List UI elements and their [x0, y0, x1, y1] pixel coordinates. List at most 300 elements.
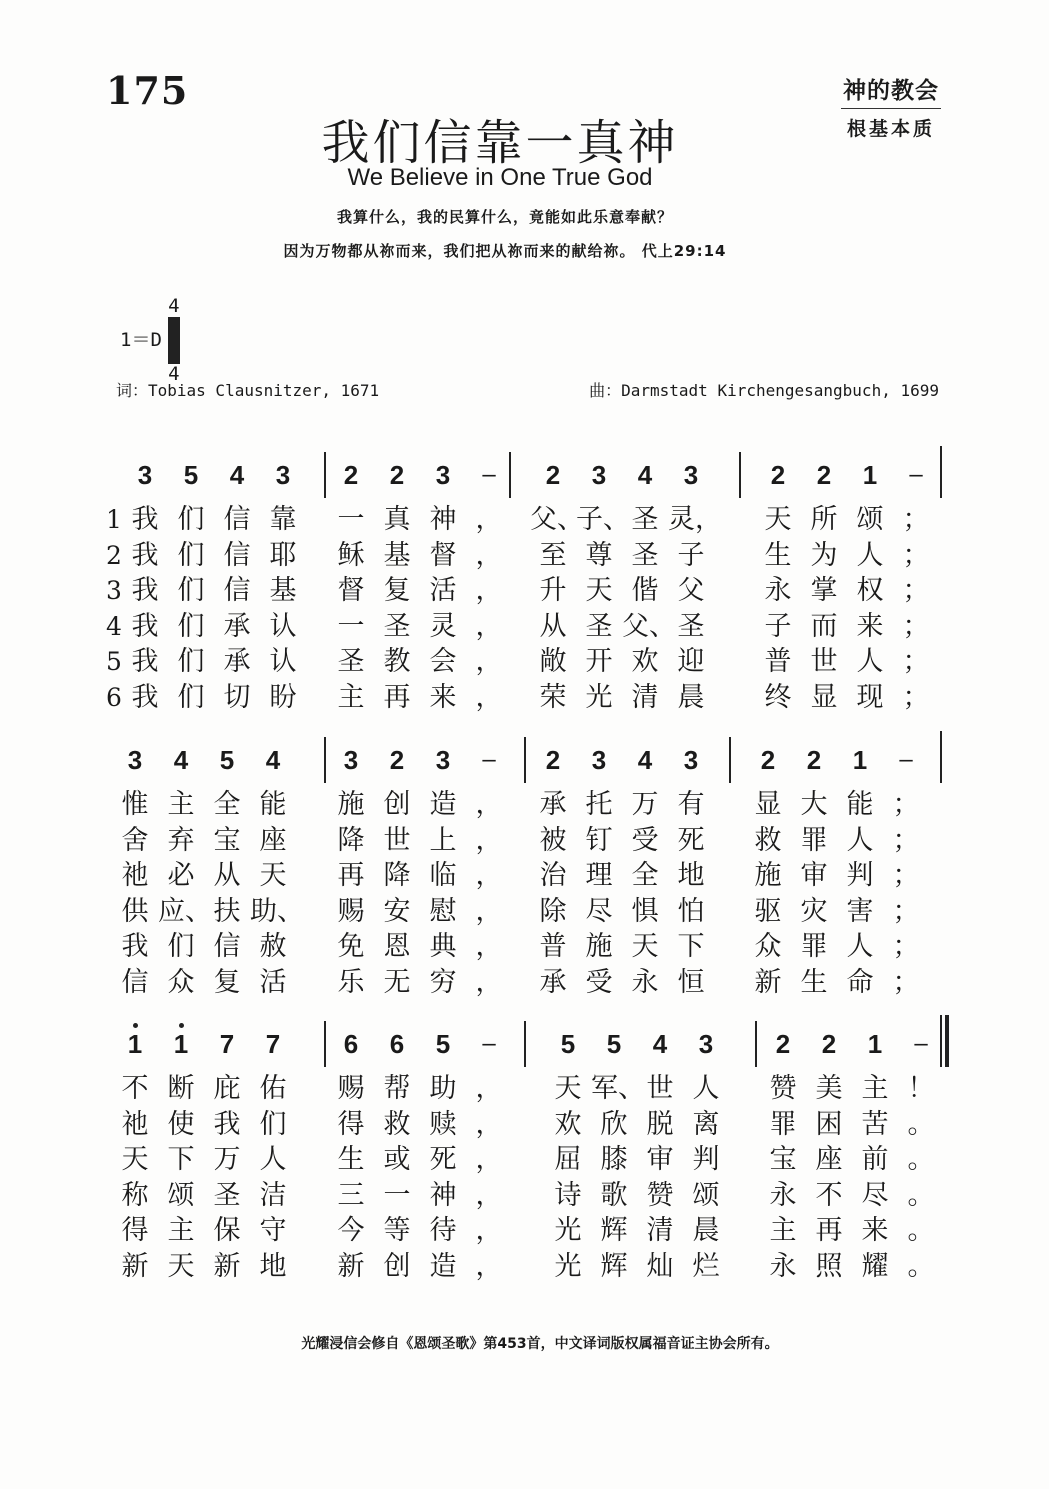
lyric-char: 颂 — [167, 1179, 195, 1211]
composer-credit: 曲：Darmstadt Kirchengesangbuch, 1699 — [589, 381, 939, 400]
lyric-char: 施 — [754, 860, 782, 891]
lyric-char: ； — [902, 646, 930, 677]
lyric-char: ， — [475, 504, 503, 535]
note: 5 — [219, 745, 235, 775]
lyric-char: 宝 — [769, 1144, 797, 1175]
lyric-char: 扶 — [213, 895, 241, 927]
lyric-char: 盼 — [269, 681, 297, 713]
lyric-char: 主 — [167, 1215, 195, 1246]
lyric-char: 世 — [810, 646, 838, 677]
lyric-char: 降 — [337, 824, 365, 856]
lyric-char: 为 — [810, 539, 838, 571]
hymn-title-en: We Believe in One True God — [347, 164, 653, 191]
lyric-char: ； — [892, 824, 920, 856]
lyric-char: 能 — [259, 789, 287, 820]
note: 6 — [389, 1029, 405, 1059]
lyric-char: 开 — [585, 646, 613, 677]
note: 4 — [265, 745, 281, 775]
lyric-char: 耀 — [861, 1250, 889, 1282]
lyric-char: 供 — [121, 895, 149, 927]
lyric-char: 降 — [383, 860, 411, 891]
note: 3 — [275, 460, 291, 490]
lyric-char: 必 — [167, 860, 195, 891]
sustain-dash: – — [482, 1030, 496, 1057]
lyric-char: 等 — [383, 1215, 411, 1246]
lyric-char: 我 — [131, 575, 159, 606]
lyric-char: 今 — [337, 1215, 365, 1246]
bar-line — [509, 452, 511, 498]
lyric-char: 光 — [554, 1250, 582, 1282]
lyric-char: 我 — [213, 1108, 241, 1140]
lyric-char: 从 — [539, 610, 567, 642]
lyric-char: 全 — [631, 860, 659, 891]
lyric-char: 托 — [585, 789, 613, 820]
lyric-char: 圣 — [383, 610, 411, 642]
lyric-char: 赦 — [259, 931, 287, 962]
lyric-char: 督 — [337, 575, 365, 606]
lyric-char: 稣 — [337, 539, 365, 571]
lyric-char: 得 — [121, 1215, 149, 1246]
lyric-char: 新 — [121, 1250, 149, 1282]
lyric-char: 们 — [259, 1108, 287, 1140]
note: 3 — [683, 460, 699, 490]
lyric-char: 复 — [383, 575, 411, 606]
lyric-char: 信 — [223, 504, 251, 535]
bar-line — [524, 1021, 526, 1067]
lyric-char: ； — [892, 860, 920, 891]
lyric-char: 生 — [337, 1144, 365, 1175]
lyric-char: 永 — [769, 1250, 797, 1282]
lyric-char: 新 — [337, 1250, 365, 1282]
lyric-char: 待 — [429, 1215, 457, 1246]
lyric-char: 怕 — [677, 895, 705, 927]
note: 3 — [591, 460, 607, 490]
lyric-char: 认 — [269, 646, 297, 677]
lyric-char: 我 — [121, 931, 149, 962]
key-signature — [120, 296, 180, 385]
lyric-char: 诗 — [554, 1179, 582, 1211]
lyric-char: 父 — [677, 575, 705, 606]
lyric-char: 死 — [677, 824, 705, 856]
lyric-char: 偕 — [631, 575, 659, 606]
time-top: 4 — [168, 295, 180, 317]
lyric-char: 创 — [383, 1250, 411, 1282]
lyric-char: 主 — [769, 1215, 797, 1246]
note: 2 — [775, 1029, 791, 1059]
lyric-char: 得 — [337, 1108, 365, 1140]
lyric-char: 歌 — [600, 1179, 628, 1211]
lyric-char: 断 — [167, 1073, 195, 1104]
lyric-char: 一 — [337, 610, 365, 642]
lyric-char: 们 — [177, 539, 205, 571]
octave-dot — [133, 1023, 138, 1028]
lyric-char: 新 — [754, 966, 782, 998]
lyric-char: 辉 — [600, 1215, 628, 1246]
lyric-char: 乐 — [337, 966, 365, 998]
lyric-char: ， — [475, 1215, 503, 1246]
lyric-char: 恒 — [677, 966, 705, 998]
category-line1: 神的教会 — [841, 72, 941, 109]
lyric-char: 来 — [429, 681, 457, 713]
lyric-char: 罪 — [769, 1108, 797, 1140]
lyric-char: 灿 — [646, 1250, 674, 1282]
scripture-line-1: 我算什么，我的民算什么，竟能如此乐意奉献？ — [336, 208, 673, 226]
note: 1 — [862, 460, 878, 490]
lyric-char: 灾 — [800, 895, 828, 927]
lyric-char: 屈 — [554, 1144, 582, 1175]
lyric-char: 驱 — [754, 895, 782, 927]
hymn-number: 175 — [106, 68, 189, 113]
note: 3 — [683, 745, 699, 775]
lyric-char: 圣 — [631, 504, 659, 535]
bar-line — [940, 1015, 942, 1067]
note: 2 — [389, 745, 405, 775]
lyric-char: 主 — [861, 1073, 889, 1104]
lyric-char: 教 — [383, 646, 411, 677]
lyric-char: 天 — [554, 1073, 582, 1104]
lyric-char: 光 — [554, 1215, 582, 1246]
lyric-char: 洁 — [259, 1179, 287, 1211]
note: 2 — [821, 1029, 837, 1059]
lyric-char: ； — [902, 610, 930, 642]
lyric-char: 治 — [539, 860, 567, 891]
lyric-char: 下 — [677, 931, 705, 962]
lyric-char: ， — [475, 1179, 503, 1211]
lyric-char: 永 — [769, 1179, 797, 1211]
lyric-char: 会 — [429, 646, 457, 677]
lyric-char: 来 — [856, 610, 884, 642]
lyric-char: ； — [892, 789, 920, 820]
lyric-char: 帮 — [383, 1073, 411, 1104]
lyric-char: 赐 — [337, 895, 365, 927]
lyric-char: 再 — [815, 1215, 843, 1246]
lyric-char: 宝 — [213, 824, 241, 856]
lyric-char: 救 — [754, 824, 782, 856]
lyric-char: 荣 — [539, 681, 567, 713]
lyric-char: 子 — [764, 610, 792, 642]
scripture-line-2: 因为万物都从祢而来，我们把从祢而来的献给祢。 代上29:14 — [283, 242, 727, 260]
lyric-char: 真 — [383, 504, 411, 535]
lyric-char: 辉 — [600, 1250, 628, 1282]
lyricist-credit: 词：Tobias Clausnitzer, 1671 — [116, 381, 380, 400]
lyric-char: 信 — [223, 575, 251, 606]
lyric-char: 天 — [585, 575, 613, 606]
lyric-char: ， — [475, 646, 503, 677]
lyric-char: 人 — [846, 824, 874, 856]
lyric-char: 舍 — [121, 824, 149, 856]
bar-line — [729, 737, 731, 783]
lyric-char: ， — [475, 681, 503, 713]
sustain-dash: – — [914, 1030, 928, 1057]
note: 5 — [435, 1029, 451, 1059]
lyric-char: 人 — [259, 1144, 287, 1175]
lyric-char: 全 — [213, 789, 241, 820]
lyric-char: 受 — [585, 966, 613, 998]
note: 2 — [816, 460, 832, 490]
lyric-char: 称 — [121, 1179, 149, 1211]
lyric-char: 慰 — [429, 895, 457, 927]
lyric-char: 而 — [810, 610, 838, 642]
lyric-char: 天 — [167, 1250, 195, 1282]
lyric-char: 座 — [815, 1144, 843, 1175]
verse-number: 5 — [106, 647, 122, 676]
lyric-char: 造 — [429, 789, 457, 820]
lyric-char: 掌 — [810, 575, 838, 606]
lyric-char: 尽 — [861, 1179, 889, 1211]
lyric-char: 世 — [646, 1073, 674, 1104]
bar-line — [739, 452, 741, 498]
note: 3 — [435, 460, 451, 490]
lyric-char: 尊 — [585, 539, 613, 571]
lyric-char: 圣 — [213, 1179, 241, 1211]
lyric-char: 新 — [213, 1250, 241, 1282]
octave-dot — [179, 1023, 184, 1028]
lyric-char: 基 — [383, 539, 411, 571]
note: 2 — [343, 460, 359, 490]
lyric-char: 终 — [764, 681, 792, 713]
note: 3 — [137, 460, 153, 490]
lyric-char: 灵 — [429, 610, 457, 642]
lyric-char: ， — [475, 895, 503, 927]
lyric-char: ， — [475, 1250, 503, 1282]
lyric-char: ； — [902, 504, 930, 535]
lyric-char: 美 — [815, 1073, 843, 1104]
lyric-char: ， — [475, 1144, 503, 1175]
lyric-char: ； — [902, 539, 930, 571]
lyric-char: ； — [892, 895, 920, 927]
lyric-char: ， — [475, 860, 503, 891]
lyric-char: 守 — [259, 1215, 287, 1246]
lyric-char: 。 — [907, 1179, 935, 1211]
note: 2 — [545, 745, 561, 775]
lyric-char: 靠 — [269, 504, 297, 535]
lyric-char: 承 — [539, 966, 567, 998]
lyric-char: 脱 — [646, 1108, 674, 1140]
lyric-char: 生 — [764, 539, 792, 571]
lyric-char: 天 — [631, 931, 659, 962]
note: 4 — [173, 745, 189, 775]
key-label: 1＝D — [120, 329, 162, 351]
lyric-char: 活 — [259, 966, 287, 998]
lyric-char: 。 — [907, 1215, 935, 1246]
lyric-char: 座 — [259, 824, 287, 856]
lyric-char: 或 — [383, 1144, 411, 1175]
lyric-char: 典 — [429, 931, 457, 962]
note: 5 — [183, 460, 199, 490]
lyric-char: 人 — [856, 646, 884, 677]
lyric-char: 普 — [539, 931, 567, 962]
bar-line — [524, 737, 526, 783]
lyric-char: 害 — [846, 895, 874, 927]
lyric-char: 赎 — [429, 1108, 457, 1140]
sustain-dash: – — [909, 461, 923, 488]
lyric-char: 生 — [800, 966, 828, 998]
note: 4 — [229, 460, 245, 490]
lyric-char: 前 — [861, 1144, 889, 1175]
lyric-char: ， — [475, 575, 503, 606]
lyric-char: 三 — [337, 1179, 365, 1211]
lyric-char: 。 — [907, 1144, 935, 1175]
lyric-char: 们 — [177, 681, 205, 713]
lyric-char: 不 — [815, 1179, 843, 1211]
lyric-char: 烂 — [692, 1250, 720, 1282]
lyric-char: 清 — [646, 1215, 674, 1246]
bar-line — [940, 731, 942, 783]
note: 2 — [806, 745, 822, 775]
note: 3 — [435, 745, 451, 775]
lyric-char: 。 — [907, 1250, 935, 1282]
bar-line — [755, 1021, 757, 1067]
lyric-char: 困 — [815, 1108, 843, 1140]
verse-number: 6 — [106, 682, 122, 712]
lyric-char: 膝 — [600, 1144, 628, 1175]
lyric-char: 升 — [539, 575, 567, 606]
lyric-char: ， — [475, 789, 503, 820]
note: 2 — [389, 460, 405, 490]
lyric-char: 理 — [585, 860, 613, 891]
lyric-char: 弃 — [167, 824, 195, 856]
lyric-char: 受 — [631, 824, 659, 856]
lyric-char: 大 — [800, 789, 828, 820]
lyric-char: 们 — [177, 610, 205, 642]
lyric-char: 离 — [692, 1108, 720, 1140]
lyric-char: 再 — [383, 681, 411, 713]
note: 3 — [127, 745, 143, 775]
lyric-char: 们 — [177, 504, 205, 535]
lyric-char: 众 — [754, 931, 782, 962]
lyric-char: ； — [902, 681, 930, 713]
lyric-char: 承 — [539, 789, 567, 820]
note: 2 — [760, 745, 776, 775]
note: 4 — [637, 745, 653, 775]
lyric-char: 下 — [167, 1144, 195, 1175]
bar-line — [324, 1021, 326, 1067]
lyric-char: 活 — [429, 575, 457, 606]
lyric-char: 苦 — [861, 1108, 889, 1140]
lyric-char: 祂 — [121, 1108, 149, 1140]
sustain-dash: – — [482, 461, 496, 488]
lyric-char: 审 — [800, 860, 828, 891]
lyric-char: 施 — [337, 789, 365, 820]
lyric-char: ， — [475, 1108, 503, 1140]
lyric-char: 我 — [131, 504, 159, 535]
category-line2: 根基本质 — [846, 118, 935, 140]
lyric-char: 信 — [223, 539, 251, 571]
lyric-char: 切 — [223, 681, 251, 713]
lyric-char: 圣 — [585, 610, 613, 642]
lyric-char: 穷 — [429, 966, 457, 998]
lyric-char: 救 — [383, 1108, 411, 1140]
lyric-char: 迎 — [677, 646, 705, 677]
lyric-char: 普 — [764, 646, 792, 677]
lyric-char: 。 — [907, 1108, 935, 1140]
lyric-char: 至 — [539, 539, 567, 571]
lyric-char: 应、 — [158, 895, 212, 927]
lyric-char: 信 — [121, 966, 149, 998]
note: 4 — [637, 460, 653, 490]
lyric-char: 认 — [269, 610, 297, 642]
lyric-char: 赞 — [646, 1179, 674, 1211]
lyric-char: 一 — [383, 1179, 411, 1211]
lyric-char: 主 — [337, 681, 365, 713]
lyric-char: 万 — [213, 1144, 241, 1175]
note: 1 — [158, 1027, 204, 1061]
lyric-char: 尽 — [585, 895, 613, 927]
lyric-char: 欢 — [631, 646, 659, 677]
note: 7 — [219, 1029, 235, 1059]
lyric-char: 主 — [167, 789, 195, 820]
lyric-char: 临 — [429, 860, 457, 891]
lyric-char: 钉 — [585, 824, 613, 856]
lyric-char: 权 — [856, 575, 884, 606]
lyric-char: 惧 — [631, 895, 659, 927]
note: 7 — [265, 1029, 281, 1059]
lyric-char: 显 — [754, 789, 782, 820]
lyric-char: 晨 — [677, 681, 705, 713]
copyright-footer: 光耀浸信会修自《恩颂圣歌》第453首，中文译词版权属福音证主协会所有。 — [301, 1336, 779, 1352]
lyric-char: 众 — [167, 966, 195, 998]
lyric-char: 不 — [121, 1073, 149, 1104]
lyric-char: 天 — [259, 860, 287, 891]
lyric-char: 世 — [383, 824, 411, 856]
lyric-char: 庇 — [213, 1073, 241, 1104]
lyric-char: 被 — [539, 824, 567, 856]
lyric-char: 显 — [810, 681, 838, 713]
lyric-char: 赞 — [769, 1073, 797, 1104]
lyric-char: 地 — [259, 1250, 287, 1282]
lyric-char: 赐 — [337, 1073, 365, 1104]
lyric-char: 圣 — [677, 610, 705, 642]
lyric-char: 颂 — [856, 504, 884, 535]
lyric-char: 判 — [846, 860, 874, 891]
lyric-char: 灵， — [668, 504, 722, 535]
lyric-char: 圣 — [631, 539, 659, 571]
lyric-char: 清 — [631, 681, 659, 713]
lyric-char: 从 — [213, 860, 241, 891]
note: 6 — [343, 1029, 359, 1059]
lyric-char: 恩 — [383, 931, 411, 962]
lyric-char: 神 — [429, 504, 457, 535]
lyric-char: 助 — [429, 1073, 457, 1104]
verse-number: 3 — [106, 576, 122, 605]
lyric-char: ， — [475, 1073, 503, 1104]
lyric-char: 敞 — [539, 646, 567, 677]
lyric-char: ！ — [907, 1073, 935, 1104]
verse-number: 1 — [106, 505, 122, 534]
lyric-char: 信 — [213, 931, 241, 962]
lyric-char: 除 — [539, 895, 567, 927]
lyric-char: 光 — [585, 681, 613, 713]
lyric-char: ， — [475, 931, 503, 962]
lyric-char: 天 — [764, 504, 792, 535]
lyric-char: 人 — [692, 1073, 720, 1104]
time-bottom: 4 — [168, 363, 180, 385]
lyric-char: 复 — [213, 966, 241, 998]
lyric-char: 造 — [429, 1250, 457, 1282]
lyric-char: 能 — [846, 789, 874, 820]
lyric-char: 所 — [810, 504, 838, 535]
lyric-char: 我 — [131, 610, 159, 642]
lyric-char: 人 — [846, 931, 874, 962]
lyric-char: 命 — [846, 966, 874, 998]
lyric-char: ， — [475, 610, 503, 642]
lyric-char: 无 — [383, 966, 411, 998]
note: 5 — [560, 1029, 576, 1059]
lyric-char: 我 — [131, 646, 159, 677]
lyric-char: ， — [475, 966, 503, 998]
lyric-char: 子 — [677, 539, 705, 571]
lyric-char: 安 — [383, 895, 411, 927]
